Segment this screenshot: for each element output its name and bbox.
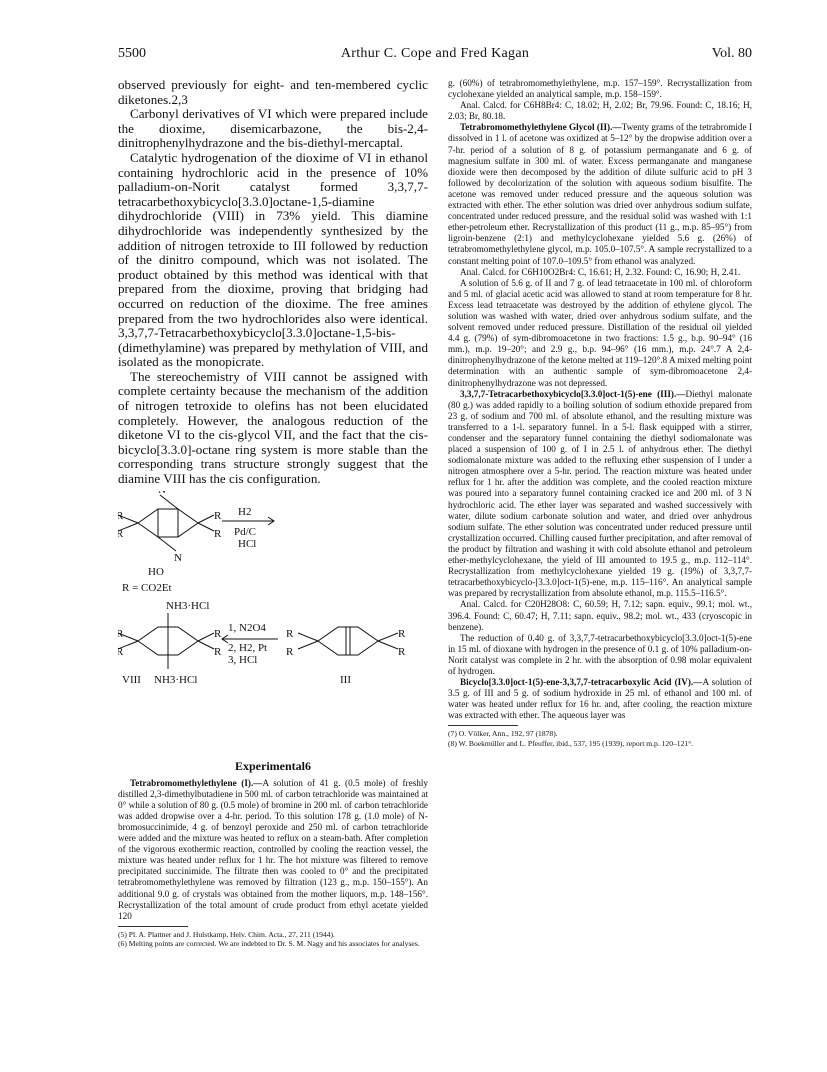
footnote: (7) O. Völker, Ann., 192, 97 (1878). (448, 729, 558, 739)
scheme-label: R (118, 645, 124, 658)
reaction-scheme-drawing (118, 491, 428, 753)
paragraph-text: Diethyl malonate (80 g.) was added rapidly to a boiling solution of sodium ethoxide prepared from 23 g. of sodium and 700 ml. of absolute ethanol, and the resulting mixture was transferred to a 1-l. separatory funnel. In a 5-l. flask equipped with a stirrer, condenser and the separatory funnel containing the diethyl sodiomalonate was placed a suspension of 100 g. of I in 2.5 l. of anhydrous ether. The diethyl sodiomalonate mixture was added to the refluxing ether suspension of I under a nitrogen atmosphere over a 5-hr. period. The reaction mixture was heated under reflux for 1 hr. after the addition was complete, and the cooled reaction mixture was poured into a separatory funnel containing cracked ice and 200 ml. of 3 N hydrochloric acid. The ether layer was separated and washed successively with water, dilute sodium carbonate solution and water, and dried over anhydrous sodium sulfate. The ether solution was concentrated under reduced pressure until crystallization occurred. Chilling caused further precipitation, and after removal of the product by filtration and washing it with cold absolute ethanol and petroleum ether-methylcyclohexane, the yield of III amounted to 19.5 g., m.p. 112–114°. Recrystallization from methylcyclohexane yielded 19 g. (19%) of 3,3,7,7-tetracarbethoxybicyclo-[3.3.0]oct-1(5)-ene, m.p. 115–116°. An analytical sample was prepared by recrystallization from absolute ethanol, m.p. 115.5–116.5°. (448, 388, 752, 599)
scheme-label: R (214, 509, 222, 522)
compound-title: Tetrabromomethylethylene (I).— (130, 777, 263, 788)
footnote-rule (448, 725, 518, 726)
scheme-label: 2, H2, Pt (228, 641, 268, 654)
body-paragraph (448, 122, 752, 266)
compound-title: 3,3,7,7-Tetracarbethoxybicyclo[3.3.0]oct-1(5)-ene (III).— (460, 388, 686, 399)
scheme-label: Pd/C (234, 525, 257, 538)
running-header (118, 46, 752, 64)
body-paragraph (448, 389, 752, 600)
analysis-line: Anal. Calcd. for C6H10O2Br4: C, 16.61; H, 2.32. Found: C, 16.90; H, 2.41. (460, 266, 741, 277)
scheme-label: R (398, 645, 406, 658)
paragraph-text: Twenty grams of the tetrabromide I dissolved in 1 l. of acetone was oxidized at 5–12° by the dropwise addition over a 7-hr. period of a solution of 8 g. of potassium permanganate and 6 g. of magnesium sulfate in 300 ml. of water. Excess permanganate and manganese dioxide were then decomposed by the addition of dilute sulfuric acid to pH 3 followed by decolorization of the solution with aqueous sodium bisulfite. The acetone was removed under reduced pressure and the aqueous solution was extracted with ether. The ether solution was dried over anhydrous sodium sulfate, concentrated under reduced pressure, and the residual solid was washed with 1:1 ether-petroleum ether. Recrystallization of this product (11 g., m.p. 85–95°) from ligroin-benzene (2:1) and methylcyclohexane yielded 5.6 g. (26%) of tetrabromomethylethylene glycol, m.p. 105.0–107.5°. A sample recrystallized to a constant melting point of 107.0–109.5° from ethanol was analyzed. (448, 122, 752, 266)
experimental-paragraph (118, 778, 428, 922)
body-paragraph: Carbonyl derivatives of VI which were prepared include the dioxime, disemicarbazone, the bis-2,4-dinitrophenylhydrazone and the bis-diethyl-mercaptal. (118, 106, 428, 151)
scheme-label: N (174, 551, 182, 564)
compound-title: Bicyclo[3.3.0]oct-1(5)-ene-3,3,7,7-tetracarboxylic Acid (IV).— (460, 677, 703, 688)
page-number: 5500 (118, 46, 146, 61)
scheme-label: 1, N2O4 (228, 621, 266, 634)
scheme-label: 3, HCl (228, 653, 258, 666)
volume-label: Vol. 80 (711, 46, 752, 61)
analysis-line: Anal. Calcd. for C6H8Br4: C, 18.02; H, 2.02; Br, 79.96. Found: C, 18.16; H, 2.03; Br, 80.18. (448, 100, 752, 122)
reaction-scheme (118, 491, 428, 753)
footnote: (6) Melting points are corrected. We are indebted to Dr. S. M. Nagy and his associates for analyses. (118, 939, 420, 949)
compound-title: Tetrabromomethylethylene Glycol (II).— (460, 122, 622, 133)
footnote-rule (118, 926, 188, 927)
running-authors: Arthur C. Cope and Fred Kagan (340, 46, 530, 61)
scheme-label: R (118, 627, 124, 640)
scheme-label: R (118, 527, 124, 540)
scheme-label (158, 491, 166, 496)
analysis-line: Anal. Calcd. for C20H28O8: C, 60.59; H, 7.12; sapn. equiv., 99.1; mol. wt., 396.4. Found: C, 60.47; H, 7.11; sapn. equiv., 98.2; mol. wt., 433 (cryoscopic in benzene). (448, 599, 752, 632)
scheme-label: R (214, 645, 222, 658)
body-paragraph: The reduction of 0.40 g. of 3,3,7,7-tetracarbethoxybicyclo[3.3.0]oct-1(5)-ene in 15 ml. of dioxane with hydrogen in the presence of 0.1 g. of 10% palladium-on-Norit catalyst was complete in 2 hr. with the absorption of 0.98 molar equivalent of hydrogen. (448, 632, 752, 676)
scheme-label: H2 (238, 505, 252, 518)
scheme-label: R (214, 527, 222, 540)
scheme-label: R (118, 509, 124, 522)
scheme-label: R (398, 627, 406, 640)
compound-label-iii: III (340, 673, 351, 686)
scheme-label: HO (148, 565, 164, 578)
body-paragraph (448, 677, 752, 721)
scheme-label: NH3·HCl (166, 599, 210, 612)
scheme-label: R (286, 627, 294, 640)
footnote: (5) Pl. A. Plattner and J. Hulstkamp, Helv. Chim. Acta., 27, 211 (1944). (118, 929, 335, 939)
section-heading: Experimental6 (235, 758, 311, 773)
footnote: (8) W. Boekmüller and L. Pfeuffer, ibid., 537, 195 (1939), report m.p. 120–121°. (448, 739, 694, 749)
body-paragraph: g. (60%) of tetrabromomethylethylene, m.p. 157–159°. Recrystallization from cyclohexane yielded an analytical sample, m.p. 158–159°. (448, 78, 752, 100)
paragraph-text: A solution of 3.5 g. of III and 5 g. of sodium hydroxide in 25 ml. of ethanol and 100 ml. of water was heated under reflux for 16 hr. and, after cooling, the reaction mixture was extracted with ether. The aqueous layer was (448, 677, 753, 721)
scheme-label: R (214, 627, 222, 640)
scheme-label: HCl (238, 537, 257, 550)
body-paragraph: observed previously for eight- and ten-membered cyclic diketones.2,3 (118, 77, 428, 107)
scheme-label: R (286, 645, 294, 658)
body-paragraph: The stereochemistry of VIII cannot be assigned with complete certainty because the mechanism of the addition of nitrogen tetroxide to olefins has not been elucidated completely. However, the analogous reduction of the diketone VI to the cis-glycol VII, and the fact that the cis-bicyclo[3.3.0]-octane ring system is more stable than the corresponding trans structure strongly suggest that the diamine VIII has the cis configuration. (118, 368, 428, 487)
right-column (448, 78, 752, 749)
left-column (118, 78, 428, 949)
scheme-label: NH3·HCl (154, 673, 198, 686)
scheme-label: R = CO2Et (122, 581, 172, 594)
paragraph-text: A solution of 41 g. (0.5 mole) of freshly distilled 2,3-dimethylbutadiene in 500 ml. of carbon tetrachloride was maintained at 0° while a solution of 80 g. (0.5 mole) of bromine in 200 ml. of carbon tetrachloride was added dropwise over a 4-hr. period. To this solution 178 g. (1.0 mole) of N-bromosuccinimide, 4 g. of benzoyl peroxide and 250 ml. of carbon tetrachloride were added and the mixture was heated to reflux on a steam-bath. After completion of the vigorous exothermic reaction, controlled by cooling the reaction vessel, the mixture was heated under reflux for 1 hr. The hot mixture was filtered to remove precipitated succinimide. The filtrate then was cooled to 0° and the precipitated tetrabromomethylethylene was removed by filtration (123 g., m.p. 150–155°). An additional 9.0 g. of crystals was obtained from the mother liquors, m.p. 148–156°. Recrystallization of the total amount of crude product from ethyl acetate yielded 120 (118, 777, 429, 921)
body-paragraph: A solution of 5.6 g. of II and 7 g. of lead tetraacetate in 100 ml. of chloroform and 5 ml. of glacial acetic acid was allowed to stand at room temperature for 8 hr. Excess lead tetraacetate was destroyed by the addition of ethylene glycol. The solution was washed with water, dried over anhydrous sodium sulfate, and the solvent removed under reduced pressure. Distillation of the residual oil yielded 4.4 g. (79%) of sym-dibromoacetone in two fractions: 1.5 g., b.p. 90–94° (16 mm.), m.p. 19–20°; and 2.9 g., b.p. 94–96° (16 mm.), m.p. 24°.7 A 2,4-dinitrophenylhydrazone of the ketone melted at 119–120°.8 A mixed melting point determination with an authentic sample of sym-dibromoacetone 2,4-dinitrophenylhydrazone was not depressed. (448, 277, 752, 388)
compound-label-viii: VIII (122, 673, 141, 686)
body-paragraph: Catalytic hydrogenation of the dioxime of VI in ethanol containing hydrochloric acid in the presence of 10% palladium-on-Norit catalyst formed 3,3,7,7-tetracarbethoxybicyclo[3.3.0]octane-1,5-diamine dihydrochloride (VIII) in 73% yield. This diamine dihydrochloride was independently synthesized by the addition of nitrogen tetroxide to III followed by reduction of the dinitro compound, which was not isolated. The product obtained by this method was identical with that prepared from the dioxime, proving that bridging had occurred on reduction of the dioxime. The free amines prepared from the two hydrochlorides also were identical. 3,3,7,7-Tetracarbethoxybicyclo[3.3.0]octane-1,5-bis-(dimethylamine) was prepared by methylation of VIII, and isolated as the monopicrate. (118, 149, 428, 370)
